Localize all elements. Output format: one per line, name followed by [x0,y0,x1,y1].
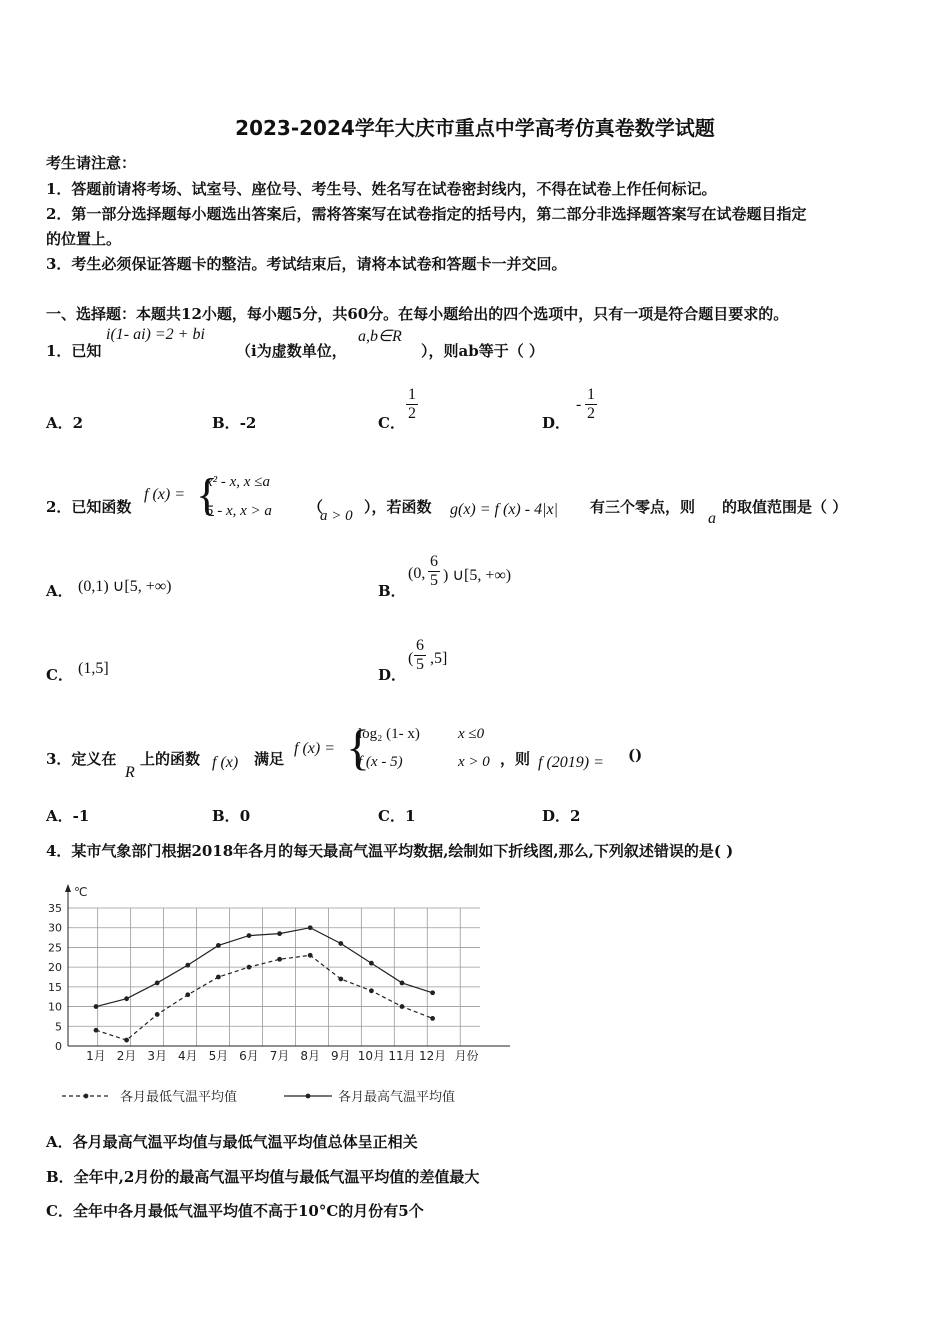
chart-grid [68,908,480,1046]
q3-f2019: f (2019) = [538,754,604,771]
x-tick-label: 7月 [269,1049,290,1063]
q1-option-c[interactable]: C． [378,414,405,432]
data-point [216,975,221,980]
x-tick-label: 10月 [357,1049,386,1063]
data-point [94,1028,99,1033]
section-heading: 一、选择题：本题共12小题，每小题5分，共60分。在每小题给出的四个选项中，只有一项是符合题目要求的。 [46,305,789,323]
q3-prefix: 3．定义在 [46,750,117,768]
q2-fx: f (x) = [144,486,185,503]
y-axis-label: ℃ [74,885,88,899]
q4-option-a[interactable]: A．各月最高气温平均值与最低气温平均值总体呈正相关 [46,1133,418,1151]
notice-item-2: 2．第一部分选择题每小题选出答案后，需将答案写在试卷指定的括号内，第二部分非选择题答案写在试卷题目指定 [46,205,807,223]
y-tick-label: 5 [55,1020,62,1034]
data-point [277,931,282,936]
temperature-line-chart [40,878,530,1114]
q1-option-d-sign: - [576,396,582,413]
q2-prefix: 2．已知函数 [46,498,132,516]
q4-option-c[interactable]: C．全年中各月最低气温平均值不高于10°C的月份有5个 [46,1202,424,1220]
q2-close: ），若函数 [364,498,432,516]
data-point [400,981,405,986]
y-tick-label: 35 [48,902,62,915]
notice-item-1: 1．答题前请将考场、试室号、座位号、考生号、姓名写在试卷密封线内，不得在试卷上作任何标记。 [46,180,717,198]
data-point [94,1004,99,1009]
q1-mid: （i为虚数单位， [236,342,347,360]
page-title: 2023-2024学年大庆市重点中学高考仿真卷数学试题 [235,116,715,140]
data-point [185,963,190,968]
q2-option-c[interactable]: C． [46,666,73,684]
x-axis-label: 月份 [454,1049,479,1063]
data-point [216,943,221,948]
legend-marker-high [306,1094,311,1099]
q1-option-c-fraction: $\frac{1}{2}$ [408,386,416,422]
q3-case2b: x > 0 [458,754,490,770]
chart-legend [62,1089,455,1105]
y-axis-arrow [65,884,71,892]
legend-label-high: 各月最高气温平均值 [338,1090,456,1105]
q2-option-b-pre: (0, [408,565,426,582]
q2-option-b-fraction: $\frac{6}{5}$ [430,553,438,589]
y-tick-label: 25 [48,941,62,955]
data-point [124,1038,129,1043]
q1-prefix: 1．已知 [46,342,102,360]
x-tick-label: 3月 [147,1049,168,1063]
q4-option-b[interactable]: B．全年中,2月份的最高气温平均值与最低气温平均值的差值最大 [46,1168,480,1186]
data-point [308,925,313,930]
data-point [369,988,374,993]
data-point [124,996,129,1001]
data-point [430,1016,435,1021]
q3-case1b: x ≤0 [458,726,485,742]
q2-option-d[interactable]: D． [378,666,407,684]
q2-brace: { [196,469,219,520]
q3-fx: f (x) [212,754,239,771]
notice-heading: 考生请注意： [46,154,137,172]
q3-case1a: log₂ (1- x) [358,726,420,742]
y-tick-label: 20 [48,961,62,975]
data-point [369,961,374,966]
data-point [185,992,190,997]
q3-option-a[interactable]: A．-1 [46,807,90,825]
x-tick-label: 8月 [300,1049,321,1063]
data-point [338,941,343,946]
q1-option-d-fraction: $\frac{1}{2}$ [587,386,595,422]
x-tick-label: 5月 [208,1049,229,1063]
notice-item-3: 3．考生必须保证答题卡的整洁。考试结束后，请将本试卷和答题卡一并交回。 [46,255,567,273]
q2-option-d-fraction: $\frac{6}{5}$ [416,637,424,673]
data-point [430,990,435,995]
x-tick-label: 6月 [239,1049,259,1063]
q1-option-b[interactable]: B．-2 [212,414,257,432]
data-point [155,1012,160,1017]
y-tick-label: 30 [48,921,62,935]
x-tick-label: 4月 [177,1049,198,1063]
chart-y-ticks [48,902,62,1053]
legend-label-low: 各月最低气温平均值 [120,1090,238,1105]
q2-mid: 有三个零点，则 [590,498,696,516]
q2-cond: a > 0 [320,508,353,524]
q1-formula: i(1- ai) =2 + bi [106,326,205,343]
q2-case1: x² - x, x ≤a [206,474,270,490]
q1-cond: a,b∈R [358,328,402,345]
q2-option-b-post: ) ∪[5, +∞) [443,567,512,584]
x-tick-label: 9月 [330,1049,351,1063]
y-tick-label: 15 [48,980,62,994]
q3-fdef: f (x) = [294,740,335,757]
data-point [247,933,252,938]
q3-R: R [125,764,135,781]
q3-mid2: 满足 [254,750,285,768]
data-point [400,1004,405,1009]
q2-case2: 5 - x, x > a [206,503,272,519]
x-tick-label: 11月 [388,1049,416,1063]
x-tick-label: 2月 [116,1049,137,1063]
q2-option-d-pre: ( [408,650,414,667]
q3-option-b[interactable]: B．0 [212,807,251,825]
x-tick-label: 12月 [418,1049,447,1063]
q3-case2a: f (x - 5) [358,754,403,770]
legend-marker-low [84,1094,89,1099]
q3-option-d[interactable]: D．2 [542,807,581,825]
q3-answer-paren: () [628,746,643,764]
data-point [155,981,160,986]
q2-var: a [708,510,716,527]
data-point [247,965,252,970]
q2-gx: g(x) = f (x) - 4|x| [450,501,558,518]
q3-option-c[interactable]: C．1 [378,807,416,825]
q3-mid1: 上的函数 [140,750,201,768]
q2-option-a[interactable]: A． [46,582,73,600]
data-point [277,957,282,962]
q3-mid3: ，则 [500,750,531,768]
notice-item-2-cont: 的位置上。 [46,230,122,248]
x-tick-label: 1月 [86,1049,106,1063]
q1-suffix: ），则ab等于（ ） [421,342,544,360]
data-point [308,953,313,958]
q2-option-b[interactable]: B． [378,582,406,600]
y-tick-label: 0 [55,1040,62,1053]
q2-option-d-post: ,5] [430,650,448,667]
data-point [338,977,343,982]
series-line-low [96,955,433,1040]
q3-brace: { [346,719,370,775]
chart-x-ticks [86,1049,478,1063]
q2-option-c-text: (1,5] [78,660,109,677]
q1-option-d[interactable]: D． [542,414,571,432]
q2-suffix: 的取值范围是（ ） [722,498,848,516]
y-tick-label: 10 [48,1000,62,1014]
q4-text: 4．某市气象部门根据2018年各月的每天最高气温平均数据,绘制如下折线图,那么,下列叙述错误的是( ) [46,842,734,860]
q2-open: （ [308,498,324,516]
q1-option-a[interactable]: A．2 [46,414,84,432]
chart-series [94,925,435,1042]
q2-option-a-text: (0,1) ∪[5, +∞) [78,578,172,595]
